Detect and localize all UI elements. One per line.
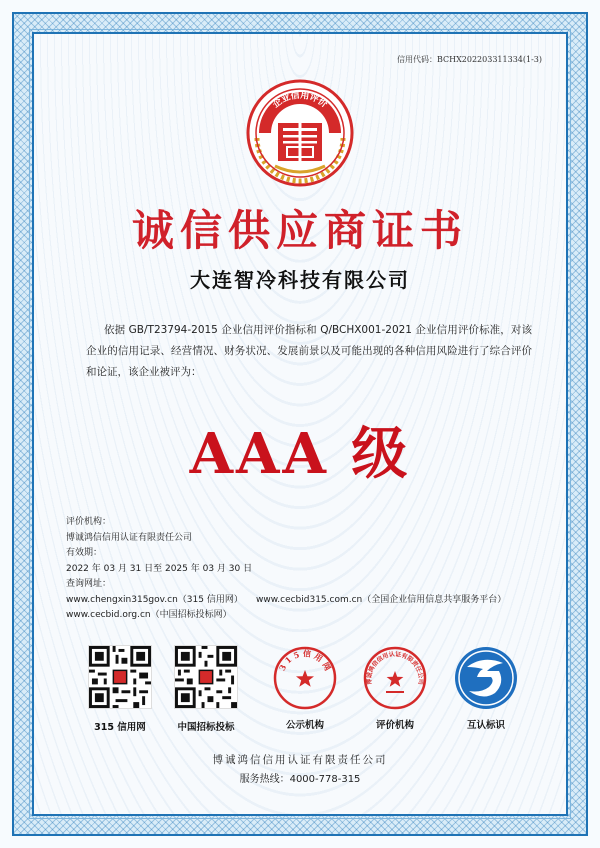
credit-grade: AAA 级 [189,421,411,487]
site-label: 查询网址： [66,579,112,589]
qr-code-icon[interactable] [174,645,238,709]
certificate-info [66,515,507,624]
emblem-text: 企业信用评价 [271,90,329,111]
site-link-cecbid315[interactable]: www.cecbid315.com.cn（全国企业信用信息共享服务平台） [256,594,507,605]
badge-label: 评价机构 [375,720,414,731]
seal-text: 博诚鸿信信用认证有限责任公司 [365,650,425,685]
site-link-cecbid[interactable]: www.cecbid.org.cn（中国招标投标网） [66,610,232,620]
evaluation-statement: 依据 GB/T23794-2015 企业信用评价指标和 Q/BCHX001-2021 企业信用评价标准，对该企业的信用记录、经营情况、财务状况、发展前景以及可能出现的各种信用风险进行了综合评价和论证，该企业被评为： [86,324,532,378]
certificate-code [397,54,542,65]
evaluation-seal-icon [362,645,428,711]
badge-label: 互认标识 [466,720,505,731]
company-name: 大连智冷科技有限公司 [190,268,410,292]
site-link-315[interactable]: www.chengxin315gov.cn（315 信用网） [66,594,243,605]
code-label: 信用代码： [396,55,437,64]
badge-label: 中国招标投标 [177,722,235,733]
verification-badges [86,645,536,740]
badge-label: 315 信用网 [94,722,146,733]
svg-text:3 1 5 信 用 网 [277,648,333,672]
badge-china-bidding[interactable] [168,645,244,733]
badge-evaluation-agency [357,645,433,731]
agency-value: 博诚鸿信信用认证有限责任公司 [66,532,193,543]
code-value: BCHX202203311334(1-3) [436,55,542,64]
seal-text: 3 1 5 信 用 网 [276,648,334,673]
badge-label: 公示机构 [285,720,324,731]
service-hotline: 服务热线：4000-778-315 [239,774,361,785]
badge-publicity-agency [267,645,343,731]
issuer-name: 博诚鸿信信用认证有限责任公司 [212,754,388,766]
valid-label: 有效期： [66,548,103,558]
badge-mutual-recognition [448,645,524,731]
publicity-seal-icon [272,645,338,711]
credit-rating-emblem-icon [245,78,355,188]
valid-value: 2022 年 03 月 31 日至 2025 年 03 月 30 日 [66,563,253,574]
qr-code-icon[interactable] [88,645,152,709]
certificate-title: 诚信供应商证书 [131,206,468,255]
agency-label: 评价机构： [66,517,112,527]
mutual-recognition-logo-icon [453,645,519,711]
badge-315-credit[interactable] [82,645,158,733]
